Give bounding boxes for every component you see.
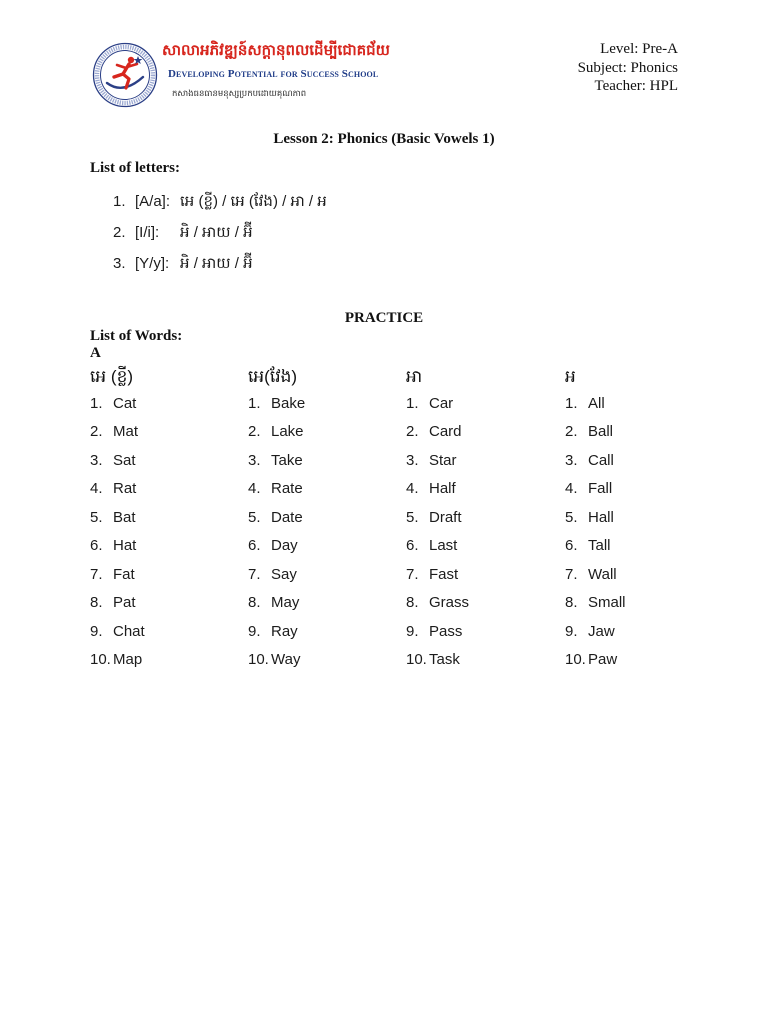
word-text: Take [271,451,303,469]
letter-number: 1. [113,193,126,210]
practice-heading: PRACTICE [344,310,424,326]
word-item [565,504,715,532]
word-item [406,418,556,446]
word-number: 3. [565,451,578,469]
word-item [565,447,715,475]
word-text: Date [271,508,303,526]
school-name-english: Developing Potential for Success School [168,68,379,80]
letter-label: [I/i]: [135,224,160,241]
word-number: 10. [406,650,427,668]
word-number: 1. [90,395,103,412]
word-text: Chat [113,622,145,640]
word-text: Hat [113,537,137,555]
word-number: 7. [248,565,261,583]
word-number: 6. [406,537,419,555]
school-name-khmer: សាលាអភិវឌ្ឍន៍សក្តានុពលដើម្បីជោគជ័យ [162,42,390,59]
school-emblem-logo [92,42,158,108]
word-number: 1. [406,395,419,412]
word-number: 4. [565,480,578,498]
word-text: Cat [113,395,137,412]
word-item [406,532,556,560]
column-heading-khmer: អ [565,367,576,386]
word-text: Star [429,451,457,469]
word-item [90,504,240,532]
word-item [248,532,398,560]
column-heading-khmer: អា [406,367,423,386]
word-item [90,390,240,418]
column-heading-khmer: អេ (ខ្លី) [90,367,134,386]
word-item [248,646,398,674]
word-text: Task [429,650,460,668]
word-text: May [271,594,300,612]
word-column-short-a [90,366,240,674]
word-item [565,618,715,646]
word-list [565,390,715,674]
letter-number: 2. [113,224,126,241]
word-column-aa [406,366,556,674]
word-item [406,589,556,617]
word-number: 2. [90,423,103,441]
word-text: Pat [113,594,136,612]
word-text: Lake [271,423,304,441]
letter-sounds-khmer: អេ (ខ្លី) / អេ (វែង) / អា / អ [180,193,327,210]
word-item [406,561,556,589]
word-text: Ball [588,423,614,441]
word-text: Wall [588,565,617,583]
word-text: Fast [429,565,459,583]
word-text: Day [271,537,298,555]
word-number: 3. [90,451,103,469]
word-item [248,618,398,646]
word-text: Fat [113,565,135,583]
word-number: 4. [406,480,419,498]
word-number: 8. [406,594,419,612]
word-number: 2. [248,423,261,441]
letter-item [113,224,253,242]
letter-sounds-khmer: អិ / អាយ / អ៊ី [180,255,253,272]
word-text: Way [271,650,301,668]
word-item [248,418,398,446]
word-column-o [565,366,715,674]
letter-item [113,255,253,273]
word-text: Tall [588,537,611,555]
word-item [565,561,715,589]
word-item [90,618,240,646]
word-text: Card [429,423,462,441]
word-item [406,390,556,418]
word-text: Car [429,395,454,412]
word-item [565,475,715,503]
word-item [406,447,556,475]
word-column-long-a [248,366,398,674]
word-group-label: A [90,345,101,361]
word-item [90,589,240,617]
word-item [406,646,556,674]
word-item [248,504,398,532]
word-text: All [588,395,605,412]
word-item [90,646,240,674]
word-text: Half [429,480,456,498]
letter-label: [A/a]: [135,193,171,210]
word-item [565,390,715,418]
word-text: Hall [588,508,614,526]
level-label: Level: Pre-A [600,41,678,57]
word-item [406,618,556,646]
word-text: Mat [113,423,139,441]
letter-item [113,193,327,211]
worksheet-meta [578,40,678,96]
word-item [565,646,715,674]
word-number: 5. [248,508,261,526]
word-number: 2. [565,423,578,441]
word-text: Jaw [588,622,615,640]
word-number: 8. [90,594,103,612]
word-text: Bat [113,508,136,526]
word-text: Fall [588,480,613,498]
runner-head [128,57,134,63]
word-item [248,447,398,475]
letter-number: 3. [113,255,126,272]
word-text: Ray [271,622,298,640]
word-text: Rat [113,480,137,498]
word-item [565,418,715,446]
word-number: 9. [565,622,578,640]
word-text: Pass [429,622,463,640]
word-text: Say [271,565,297,583]
word-number: 3. [406,451,419,469]
word-text: Bake [271,395,306,412]
word-item [90,447,240,475]
word-list [248,390,398,674]
words-heading: List of Words: [90,328,183,344]
word-item [565,532,715,560]
word-number: 10. [248,650,269,668]
lesson-title: Lesson 2: Phonics (Basic Vowels 1) [273,131,495,147]
word-number: 5. [565,508,578,526]
word-number: 9. [248,622,261,640]
word-number: 5. [90,508,103,526]
word-item [248,589,398,617]
word-number: 9. [90,622,103,640]
word-item [248,390,398,418]
word-text: Sat [113,451,136,469]
word-number: 7. [406,565,419,583]
word-item [90,532,240,560]
word-item [90,418,240,446]
word-number: 3. [248,451,261,469]
word-number: 8. [565,594,578,612]
word-item [90,561,240,589]
word-text: Call [588,451,614,469]
word-item [565,589,715,617]
word-number: 4. [248,480,261,498]
word-number: 9. [406,622,419,640]
word-text: Draft [429,508,462,526]
teacher-label: Teacher: HPL [594,78,678,94]
word-text: Last [429,537,458,555]
word-text: Rate [271,480,303,498]
column-heading-khmer: អេ(វែង) [248,367,298,386]
word-number: 8. [248,594,261,612]
word-text: Paw [588,650,618,668]
word-item [406,475,556,503]
word-item [90,475,240,503]
word-item [248,561,398,589]
word-text: Map [113,650,143,668]
word-number: 2. [406,423,419,441]
word-text: Grass [429,594,470,612]
word-number: 7. [90,565,103,583]
word-item [406,504,556,532]
word-list [406,390,556,674]
word-text: Small [588,594,626,612]
word-number: 5. [406,508,419,526]
word-number: 4. [90,480,103,498]
word-list [90,390,240,674]
word-number: 10. [90,650,111,668]
word-number: 6. [565,537,578,555]
letter-sounds-khmer: អិ / អាយ / អ៊ី [180,224,253,241]
word-number: 7. [565,565,578,583]
word-number: 6. [90,537,103,555]
letters-heading: List of letters: [90,160,180,176]
subject-label: Subject: Phonics [577,59,678,76]
word-number: 6. [248,537,261,555]
word-number: 1. [565,395,578,412]
letter-label: [Y/y]: [135,255,170,272]
school-slogan-khmer: កសាងធនធានមនុស្សប្រកបដោយគុណភាព [172,88,307,98]
word-number: 10. [565,650,586,668]
word-item [248,475,398,503]
word-number: 1. [248,395,261,412]
